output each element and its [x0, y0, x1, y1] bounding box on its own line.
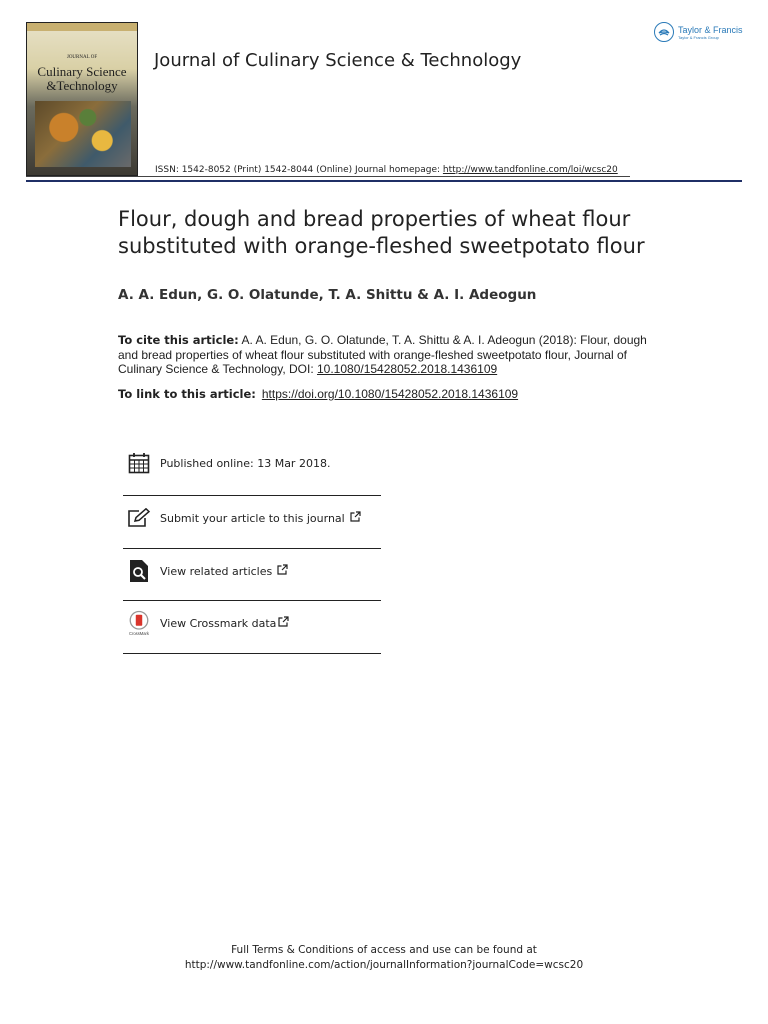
article-link-block — [118, 387, 518, 401]
issn-line — [155, 165, 618, 175]
edit-icon — [127, 506, 151, 530]
citation-label: To cite this article: — [118, 333, 239, 347]
footer-terms — [0, 943, 768, 973]
doi-link[interactable]: 10.1080/15428052.2018.1436109 — [316, 362, 498, 376]
footer-url[interactable]: http://www.tandfonline.com/action/journalInformation?journalCode=wcsc20 — [184, 959, 584, 971]
citation-text: A. A. Edun, G. O. Olatunde, T. A. Shittu & A. I. Adeogun (2018): Flour, dough and bread properties of wheat flour substituted with orange-fleshed sweetpotato flour, Journal of Culinary Science & Technology, DOI: — [118, 333, 647, 376]
external-link-icon — [277, 564, 288, 578]
crossmark-row[interactable] — [123, 597, 381, 649]
link-label: To link to this article: — [118, 387, 256, 401]
article-authors: A. A. Edun, G. O. Olatunde, T. A. Shittu & A. I. Adeogun — [118, 287, 537, 303]
header-rule-thick — [26, 180, 742, 182]
footer-line1: Full Terms & Conditions of access and use can be found at — [231, 944, 537, 956]
publisher-logo — [654, 22, 743, 42]
citation-block — [118, 333, 648, 377]
row-divider — [123, 653, 381, 654]
external-link-icon — [350, 511, 361, 525]
cover-top-strip — [27, 23, 137, 31]
related-articles-row[interactable] — [123, 545, 381, 597]
journal-title: Journal of Culinary Science & Technology — [154, 50, 522, 71]
article-title: Flour, dough and bread properties of wheat flour substituted with orange-fleshed sweetpotato flour — [118, 207, 645, 258]
publisher-sub: Taylor & Francis Group — [678, 34, 719, 40]
published-date: Published online: 13 Mar 2018. — [160, 456, 331, 470]
crossmark-icon — [127, 611, 151, 635]
cover-title-line1: Culinary Science — [37, 64, 127, 79]
cover-photo — [35, 101, 131, 167]
external-link-icon — [278, 616, 289, 630]
submit-article-row[interactable] — [123, 492, 381, 544]
header-rule-thin — [26, 176, 630, 177]
crossmark-logo-text: CrossMark — [128, 631, 150, 636]
article-doi-url[interactable]: https://doi.org/10.1080/15428052.2018.1436109 — [261, 387, 519, 401]
cover-title-line2: &Technology — [46, 78, 118, 93]
search-document-icon — [127, 559, 151, 583]
published-row — [123, 437, 381, 489]
journal-cover-image — [26, 22, 138, 176]
publisher-circle-icon — [654, 22, 674, 42]
publisher-name: Taylor & Francis — [678, 24, 743, 35]
submit-article-link[interactable]: Submit your article to this journal — [160, 511, 345, 525]
issn-text: ISSN: 1542-8052 (Print) 1542-8044 (Online) Journal homepage: — [155, 165, 443, 175]
journal-homepage-link[interactable]: http://www.tandfonline.com/loi/wcsc20 — [442, 165, 618, 175]
crossmark-link[interactable]: View Crossmark data — [160, 616, 277, 630]
related-articles-link[interactable]: View related articles — [160, 564, 273, 578]
calendar-icon — [127, 451, 151, 475]
cover-journal-of: JOURNAL OF — [66, 55, 98, 60]
